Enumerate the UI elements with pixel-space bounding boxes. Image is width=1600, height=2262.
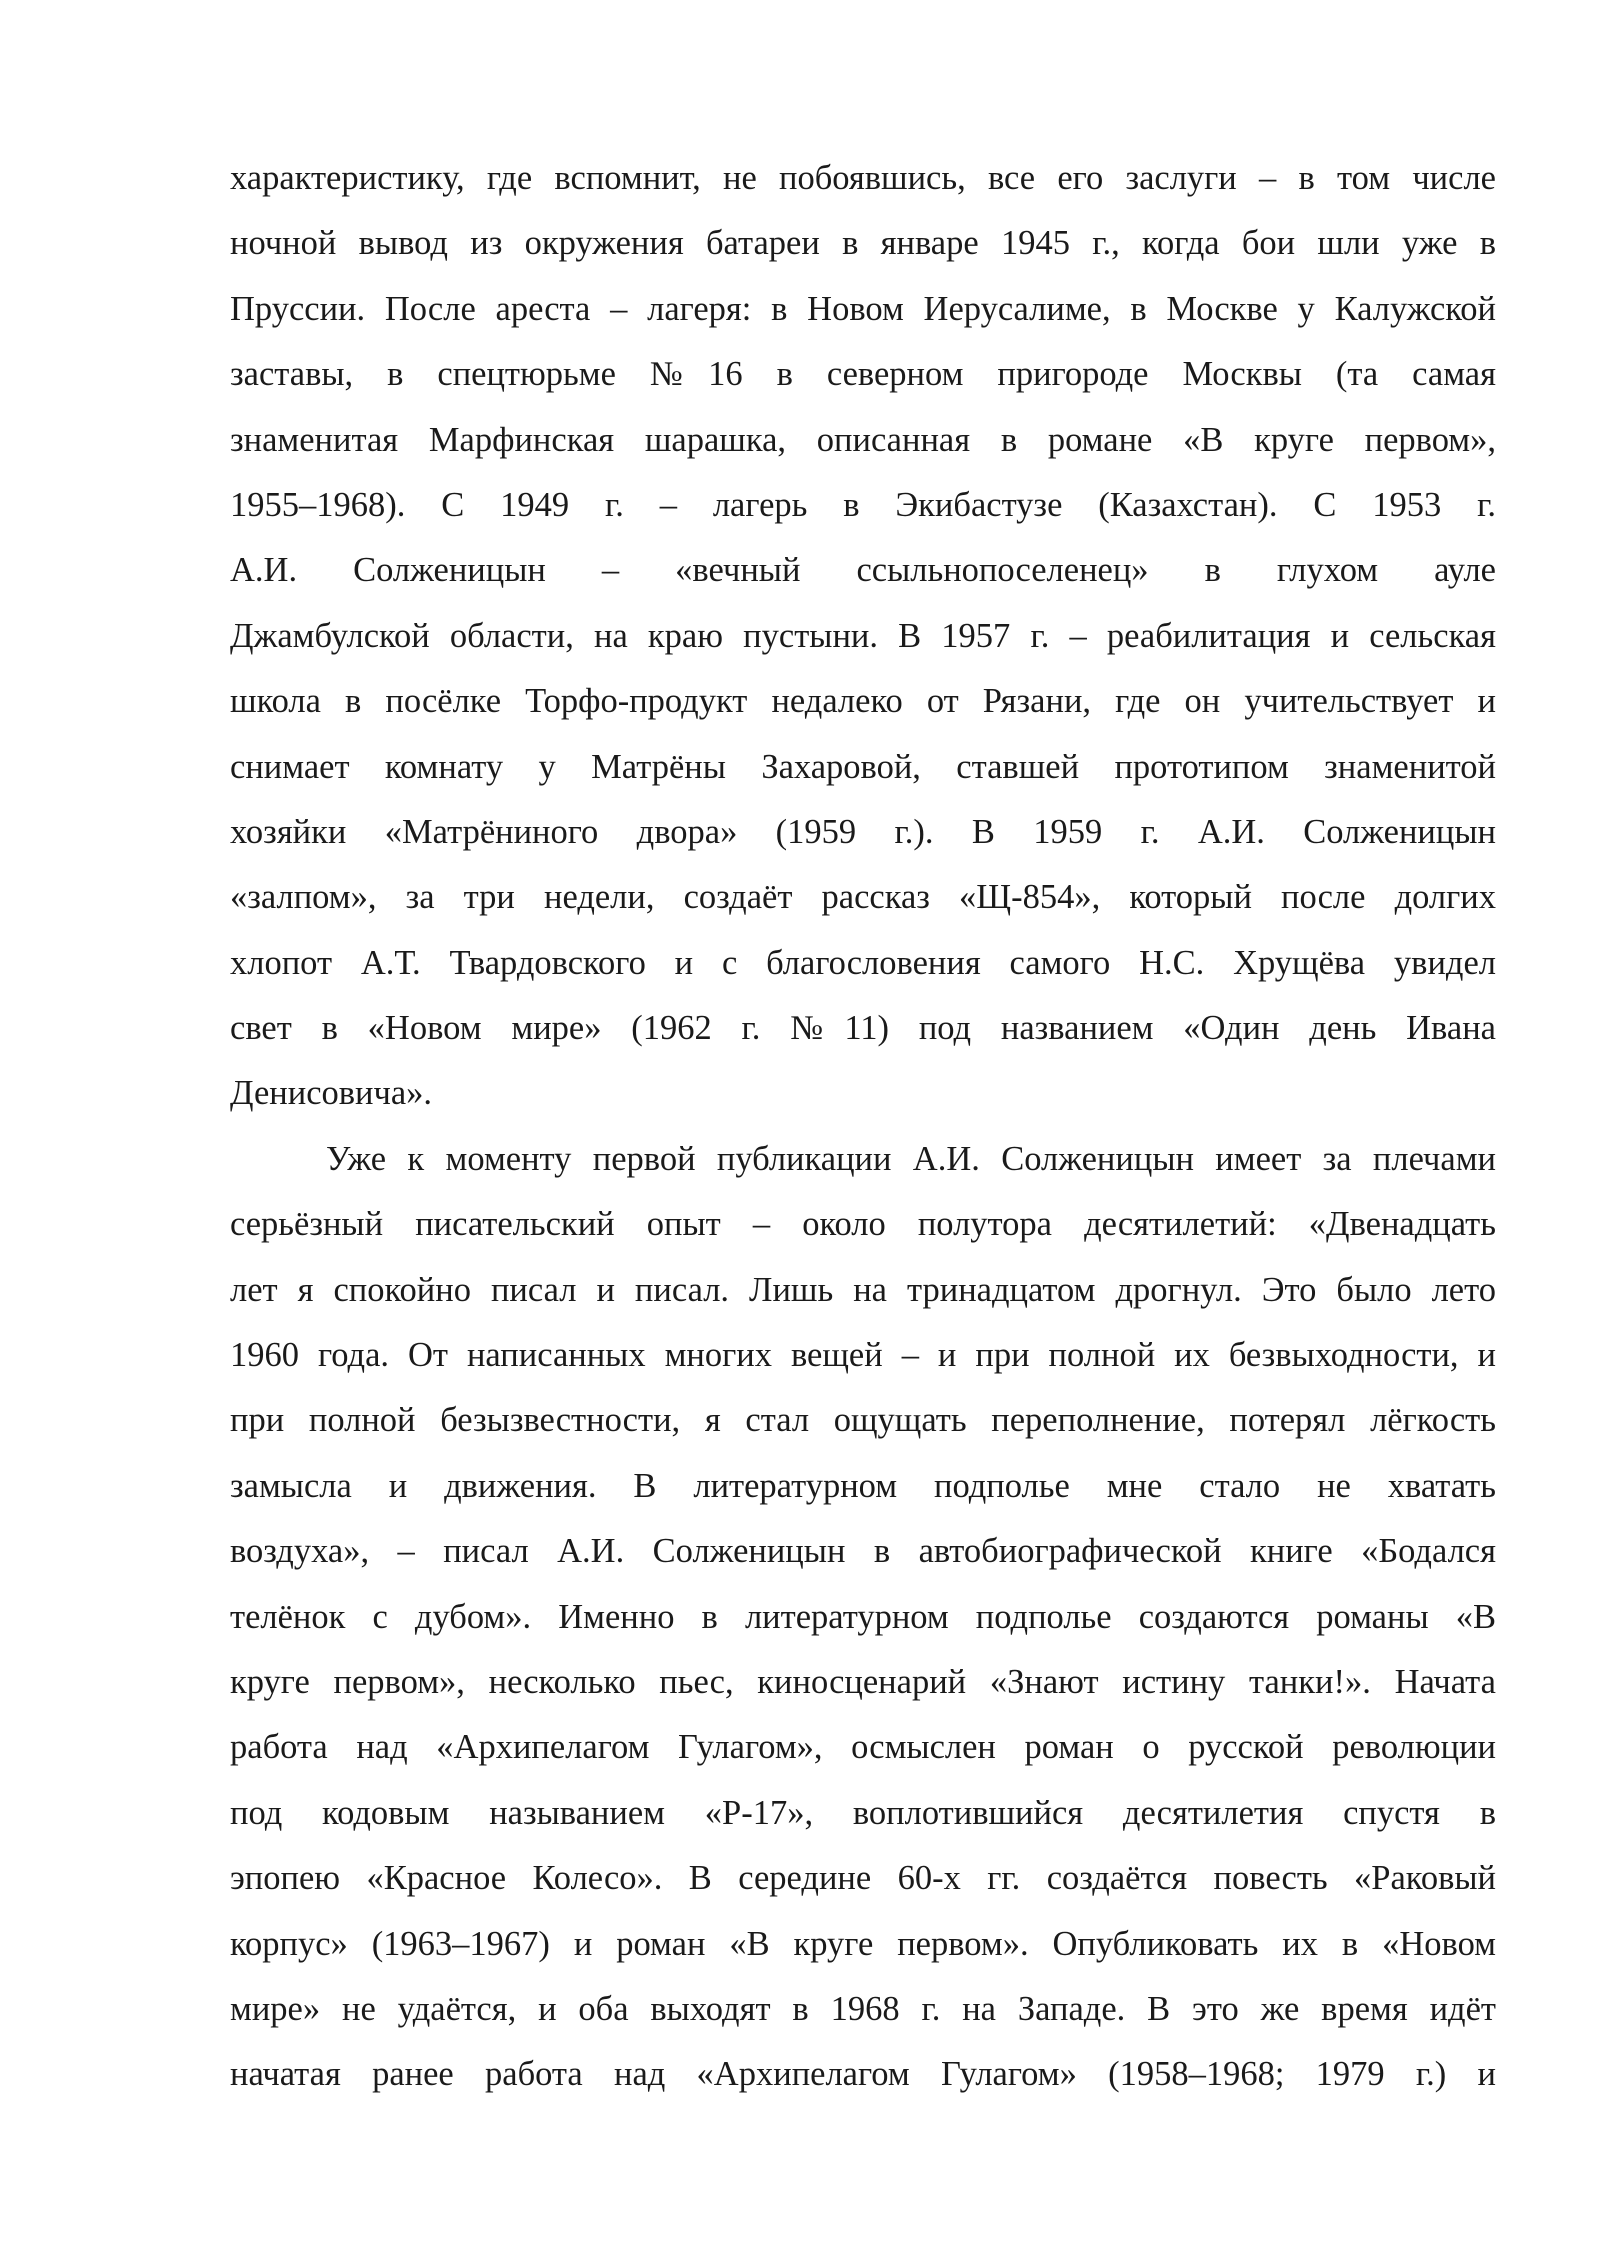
text-line: хозяйки «Матрёниного двора» (1959 г.). В 1959 г. А.И. Солженицын: [230, 812, 1496, 851]
text-line: телёнок с дубом». Именно в литературном подполье создаются романы «В: [230, 1597, 1496, 1636]
text-line: Пруссии. После ареста – лагеря: в Новом Иерусалиме, в Москве у Калужской: [230, 289, 1496, 328]
text-line: 1955–1968). С 1949 г. – лагерь в Экибастузе (Казахстан). С 1953 г.: [230, 485, 1496, 524]
text-line: замысла и движения. В литературном подполье мне стало не хватать: [230, 1466, 1496, 1505]
paragraph-1: [230, 146, 1496, 1127]
text-line: корпус» (1963–1967) и роман «В круге первом». Опубликовать их в «Новом: [230, 1924, 1496, 1963]
text-line: знаменитая Марфинская шарашка, описанная в романе «В круге первом»,: [230, 420, 1496, 459]
text-line: снимает комнату у Матрёны Захаровой, ставшей прототипом знаменитой: [230, 747, 1496, 786]
text-line: круге первом», несколько пьес, киносценарий «Знают истину танки!». Начата: [230, 1662, 1496, 1701]
text-line: воздуха», – писал А.И. Солженицын в автобиографической книге «Бодался: [230, 1532, 1496, 1571]
text-line: характеристику, где вспомнит, не побоявшись, все его заслуги – в том числе: [230, 159, 1496, 197]
text-line: ночной вывод из окружения батареи в январе 1945 г., когда бои шли уже в: [230, 224, 1496, 263]
text-line: 1960 года. От написанных многих вещей – и при полной их безвыходности, и: [230, 1336, 1496, 1375]
text-line: работа над «Архипелагом Гулагом», осмыслен роман о русской революции: [230, 1728, 1496, 1767]
text-line: «залпом», за три недели, создаёт рассказ «Щ-854», который после долгих: [230, 878, 1496, 917]
text-line: А.И. Солженицын – «вечный ссыльнопоселенец» в глухом ауле: [230, 551, 1496, 590]
text-line: эпопею «Красное Колесо». В середине 60-х гг. создаётся повесть «Раковый: [230, 1859, 1496, 1898]
text-line: школа в посёлке Торфо-продукт недалеко от Рязани, где он учительствует и: [230, 682, 1496, 721]
text-line: при полной безызвестности, я стал ощущать переполнение, потерял лёгкость: [230, 1401, 1496, 1440]
text-line: мире» не удаётся, и оба выходят в 1968 г. на Западе. В это же время идёт: [230, 1989, 1496, 2028]
text-line: Денисовича».: [230, 1074, 433, 1113]
paragraph-2: [230, 1127, 1496, 2108]
text-line: свет в «Новом мире» (1962 г. №11) под названием «Один день Ивана: [230, 1009, 1496, 1048]
text-line: серьёзный писательский опыт – около полутора десятилетий: «Двенадцать: [230, 1205, 1496, 1244]
text-line: хлопот А.Т. Твардовского и с благословения самого Н.С. Хрущёва увидел: [230, 943, 1496, 982]
text-line: под кодовым называнием «Р-17», воплотившийся десятилетия спустя в: [230, 1793, 1496, 1832]
text-line: Джамбулской области, на краю пустыни. В 1957 г. – реабилитация и сельская: [230, 616, 1496, 655]
body-text: [230, 146, 1496, 2108]
text-line: начатая ранее работа над «Архипелагом Гулагом» (1958–1968; 1979 г.) и: [230, 2055, 1496, 2094]
text-line: лет я спокойно писал и писал. Лишь на тринадцатом дрогнул. Это было лето: [230, 1270, 1496, 1309]
text-line: заставы, в спецтюрьме №16 в северном пригороде Москвы (та самая: [230, 355, 1496, 394]
text-line: Уже к моменту первой публикации А.И. Солженицын имеет за плечами: [326, 1139, 1496, 1178]
